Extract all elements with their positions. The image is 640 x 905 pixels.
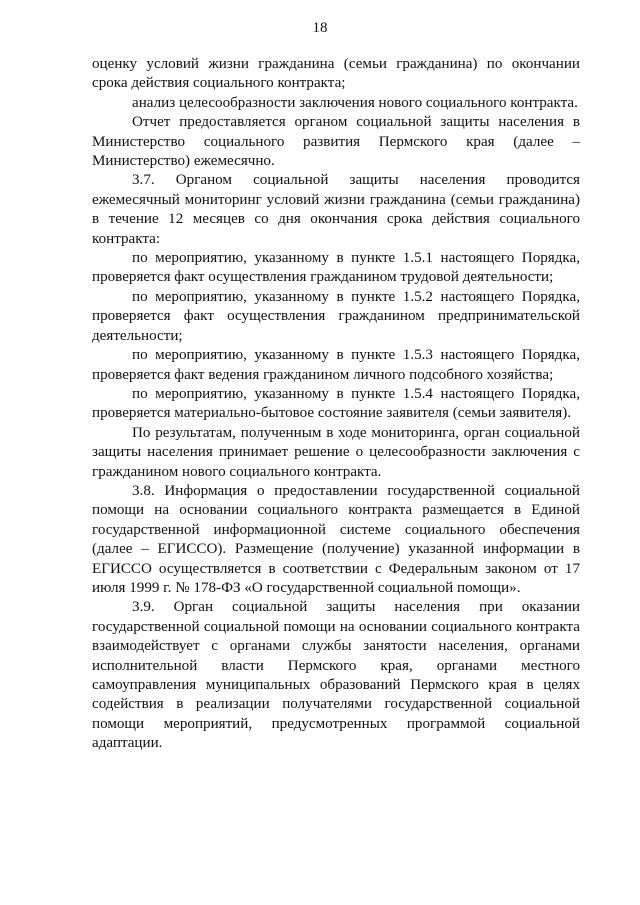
paragraph-monitoring-result: По результатам, полученным в ходе мониторинга, орган социальной защиты населения принимает решение о целесообразности заключения с гражданином нового социального контракта. xyxy=(92,424,580,480)
paragraph-clause-3-7: 3.7. Органом социальной защиты населения проводится ежемесячный мониторинг условий жизни гражданина (семьи гражданина) в течение 12 месяцев со дня окончания срока действия социального контракта: xyxy=(92,172,580,247)
paragraph-contract-analysis: анализ целесообразности заключения нового социального контракта. xyxy=(132,94,578,111)
paragraph-clause-3-8: 3.8. Информация о предоставлении государственной социальной помощи на основании социального контракта размещается в Единой государственной информационной системе социального обеспечения (далее – ЕГИССО). Размещение (получение) указанной информации в ЕГИССО осуществляется в соответствии с Федеральным законом от 17 июля 1999 г. № 178-ФЗ «О государственной социальной помощи». xyxy=(92,482,580,596)
paragraph-monitoring-assessment: оценку условий жизни гражданина (семьи гражданина) по окончании срока действия социального контракта; xyxy=(92,56,580,92)
paragraph-item-1-5-3: по мероприятию, указанному в пункте 1.5.3 настоящего Порядка, проверяется факт ведения гражданином личного подсобного хозяйства; xyxy=(92,347,580,383)
page-number: 18 xyxy=(312,20,328,36)
paragraph-item-1-5-4: по мероприятию, указанному в пункте 1.5.4 настоящего Порядка, проверяется материально-бытовое состояние заявителя (семьи заявителя). xyxy=(92,385,580,422)
paragraph-item-1-5-1: по мероприятию, указанному в пункте 1.5.1 настоящего Порядка, проверяется факт осуществления гражданином трудовой деятельности; xyxy=(92,250,580,286)
paragraph-item-1-5-2: по мероприятию, указанному в пункте 1.5.2 настоящего Порядка, проверяется факт осуществления гражданином предпринимательской деятельности; xyxy=(92,288,580,344)
paragraph-report-submission: Отчет предоставляется органом социальной защиты населения в Министерство социального развития Пермского края (далее – Министерство) ежемесячно. xyxy=(92,114,580,170)
document-body xyxy=(92,55,580,754)
paragraph-clause-3-9: 3.9. Орган социальной защиты населения при оказании государственной социальной помощи на основании социального контракта взаимодействует с органами службы занятости населения, органами исполнительной власти Пермского края, органами местного самоуправления муниципальных образований Пермского края в целях содействия в реализации получателями государственной социальной помощи мероприятий, предусмотренных программой социальной адаптации. xyxy=(92,599,580,752)
